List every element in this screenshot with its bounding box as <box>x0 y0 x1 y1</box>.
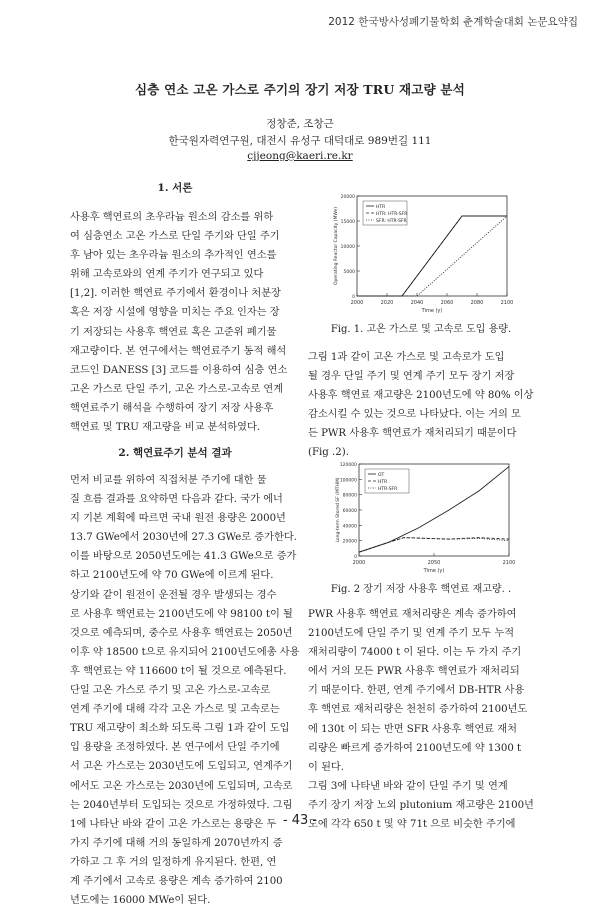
text-line: 에 130t 이 되는 반면 SFR 사용후 핵연료 재처 <box>308 723 517 735</box>
text-line: 에서 거의 모든 PWR 사용후 핵연료가 재처리되 <box>308 666 520 678</box>
legend-label: HTR <box>378 479 388 485</box>
text-line: 여 심층연소 고온 가스로 단일 주기와 단일 주기 <box>70 231 280 243</box>
text-line: 사용후 핵연료 재고량은 2100년도에 약 80% 이상 <box>308 390 534 402</box>
text-line: 먼저 비교를 위하여 직접처분 주기에 대한 물 <box>70 475 267 486</box>
text-line: 후 핵연료 재처리량은 천천히 증가하여 2100년도 <box>308 704 528 716</box>
text-line: 핵연료주기 해석을 수행하여 장기 저장 사용후 <box>70 402 274 414</box>
text-line: PWR 사용후 핵연료 재처리량은 계속 증가하여 <box>308 609 517 620</box>
y-axis-label: Operating Reactor Capacity (MWe) <box>334 206 339 286</box>
text-line: 재처리량이 74000 t 이 된다. 이는 두 가지 주기 <box>308 647 522 659</box>
text-line: 리량은 빠르게 증가하여 2100년도에 약 1300 t <box>308 742 522 754</box>
text-line: 그림 1과 같이 고온 가스로 및 고속로가 도입 <box>308 352 505 363</box>
text-line: 이 된다. <box>308 761 344 773</box>
x-tick-label: 2020 <box>380 300 394 306</box>
text-line: 기 때문이다. 한편, 연계 주기에서 DB-HTR 사용 <box>308 685 525 697</box>
text-line: 는 2040년부터 도입되는 것으로 가정하였다. 그림 <box>70 799 293 811</box>
intro-paragraph <box>70 208 292 437</box>
y-tick-label: 5000 <box>343 270 355 275</box>
paper-title: 심층 연소 고온 가스로 주기의 장기 저장 TRU 재고량 분석 <box>135 82 465 97</box>
text-line: 이후 약 18500 t으로 유지되어 2100년도에총 사용 <box>70 646 300 658</box>
x-tick-label: 2050 <box>427 560 441 566</box>
y-tick-label: 120000 <box>339 463 357 468</box>
text-line: 고온 가스로 단일 주기, 고온 가스로-고속로 연계 <box>70 383 284 395</box>
text-line: 감소시킬 수 있는 것으로 나타났다. 이는 거의 모 <box>308 409 521 421</box>
intro-heading: 1. 서론 <box>157 182 193 194</box>
x-tick-label: 2040 <box>410 300 424 306</box>
x-tick-label: 2080 <box>470 300 484 306</box>
text-line: 사용후 핵연료의 초우라늄 원소의 감소를 위하 <box>70 212 274 223</box>
y-tick-label: 60000 <box>342 509 357 514</box>
paper-affiliation: 한국원자력연구원, 대전시 유성구 대덕대로 989번길 111 <box>168 135 432 147</box>
text-line: 13.7 GWe에서 2030년에 27.3 GWe로 증가한다. <box>70 532 297 544</box>
text-line: 서 고온 가스로는 2030년도에 도입되고, 연계주기 <box>70 761 293 773</box>
text-line: 1에 나타난 바와 같이 고온 가스로는 용량은 두 <box>70 818 277 830</box>
y-tick-label: 20000 <box>342 539 357 545</box>
text-line: 가하고 그 후 거의 일정하게 유지된다. 한편, 연 <box>70 856 277 868</box>
y-tick-label: 20000 <box>340 195 355 200</box>
y-tick-label: 0 <box>352 295 355 300</box>
figure-1-caption: Fig. 1. 고온 가스로 및 고속로 도입 용량. <box>330 324 512 335</box>
text-line: 계 주기에서 고속로 용량은 계속 증가하여 2100 <box>70 875 283 887</box>
conference-header: 2012 한국방사성폐기물학회 춘계학술대회 논문요약집 <box>328 16 578 28</box>
results-heading: 2. 핵연료주기 분석 결과 <box>118 447 232 459</box>
series-line <box>357 216 507 296</box>
figure-2-caption: Fig. 2 장기 저장 사용후 핵연료 재고량. . <box>330 584 512 595</box>
legend-label: OT <box>378 472 385 478</box>
text-line: 상기와 같이 원전이 운전될 경우 발생되는 경수 <box>70 589 277 601</box>
right-paragraph-2 <box>308 605 534 834</box>
legend-label: HTR-SFR <box>378 486 398 492</box>
x-tick-label: 2100 <box>502 560 515 566</box>
text-line: 입 용량을 조정하였다. 본 연구에서 단일 주기에 <box>70 742 280 754</box>
text-line: (Fig .2). <box>308 447 349 459</box>
text-line: 연계 주기에 대해 각각 고온 가스로 및 고속로는 <box>70 704 280 716</box>
x-tick-label: 2060 <box>440 300 454 306</box>
right-paragraph-1 <box>308 348 534 463</box>
text-line: 단일 고온 가스로 주기 및 고온 가스로-고속로 <box>70 685 271 697</box>
page-number: - 43 - <box>282 813 318 828</box>
legend-label: HTR <box>376 204 386 210</box>
text-line: 가지 주기에 대해 거의 동일하게 2070년까지 증 <box>70 837 283 849</box>
text-line: 년도에는 16000 MWe이 된다. <box>70 895 211 907</box>
text-line: 도에 각각 650 t 및 약 71t 으로 비슷한 주기에 <box>308 819 516 831</box>
text-line: 지 기본 계획에 따르면 국내 원전 용량은 2000년 <box>70 513 286 525</box>
text-line: 든 PWR 사용후 핵연료가 재처리되기 때문이다 <box>308 428 517 440</box>
y-tick-label: 15000 <box>340 220 355 225</box>
text-line: [1,2]. 이러한 핵연료 주기에서 환경이나 처분장 <box>70 288 281 300</box>
author-email[interactable]: cjjeong@kaeri.re.kr <box>247 150 353 162</box>
y-tick-label: 10000 <box>340 245 355 250</box>
text-line: 2100년도에 단일 주기 및 연계 주기 모두 누적 <box>308 628 515 640</box>
text-line: 혹은 저장 시설에 영향을 미치는 주요 인자는 장 <box>70 307 280 319</box>
text-line: 후 핵연료는 약 116600 t이 될 것으로 예측된다. <box>70 665 287 677</box>
text-line: 핵연료 및 TRU 재고량을 비교 분석하였다. <box>70 422 261 434</box>
text-line: 질 흐름 결과를 요약하면 다음과 같다. 국가 에너 <box>70 494 283 506</box>
y-tick-label: 100000 <box>339 478 357 484</box>
text-line: 기 저장되는 사용후 핵연료 혹은 고준위 폐기물 <box>70 326 277 338</box>
x-tick-label: 2000 <box>352 560 366 566</box>
x-tick-label: 2000 <box>350 300 364 306</box>
y-tick-label: 40000 <box>342 524 357 530</box>
text-line: 하고 2100년도에 약 70 GWe에 이르게 된다. <box>70 570 274 582</box>
text-line: 될 경우 단일 주기 및 연계 주기 모두 장기 저장 <box>308 371 515 383</box>
text-line: 위해 고속로와의 연계 주기가 연구되고 있다 <box>70 269 264 281</box>
figure-2-chart <box>325 458 515 578</box>
text-line: TRU 재고량이 최소화 되도록 그림 1과 같이 도입 <box>70 723 290 735</box>
y-tick-label: 80000 <box>342 493 357 499</box>
y-tick-label: 0 <box>354 555 357 560</box>
text-line: 것으로 예측되며, 중수로 사용후 핵연료는 2050년 <box>70 627 293 639</box>
paper-authors: 정창준, 조창근 <box>266 118 334 130</box>
text-line: 주기 장기 저장 노외 plutonium 재고량은 2100년 <box>308 799 534 811</box>
text-line: 재고량이다. 본 연구에서는 핵연료주기 동적 해석 <box>70 345 287 357</box>
x-axis-label: Time (y) <box>421 308 443 314</box>
text-line: 그림 3에 나타낸 바와 같이 단일 주기 및 연계 <box>308 780 508 792</box>
text-line: 로 사용후 핵연료는 2100년도에 약 98100 t이 될 <box>70 608 293 620</box>
text-line: 후 남아 있는 초우라늄 원소의 추가적인 연소를 <box>70 250 277 262</box>
legend-label: HTR: HTR-SFR <box>376 211 408 217</box>
x-axis-label: Time (y) <box>423 568 445 574</box>
figure-1-chart <box>325 190 515 320</box>
text-line: 코드인 DANESS [3] 코드를 이용하여 심층 연소 <box>70 364 288 376</box>
legend-label: SFR: HTR-SFR <box>376 218 407 224</box>
y-axis-label: Long-term Stored SF (MTHM) <box>336 477 341 543</box>
x-tick-label: 2100 <box>500 300 514 306</box>
text-line: 이를 바탕으로 2050년도에는 41.3 GWe으로 증가 <box>70 551 297 563</box>
text-line: 에서도 고온 가스로는 2030년에 도입되며, 고속로 <box>70 780 293 792</box>
